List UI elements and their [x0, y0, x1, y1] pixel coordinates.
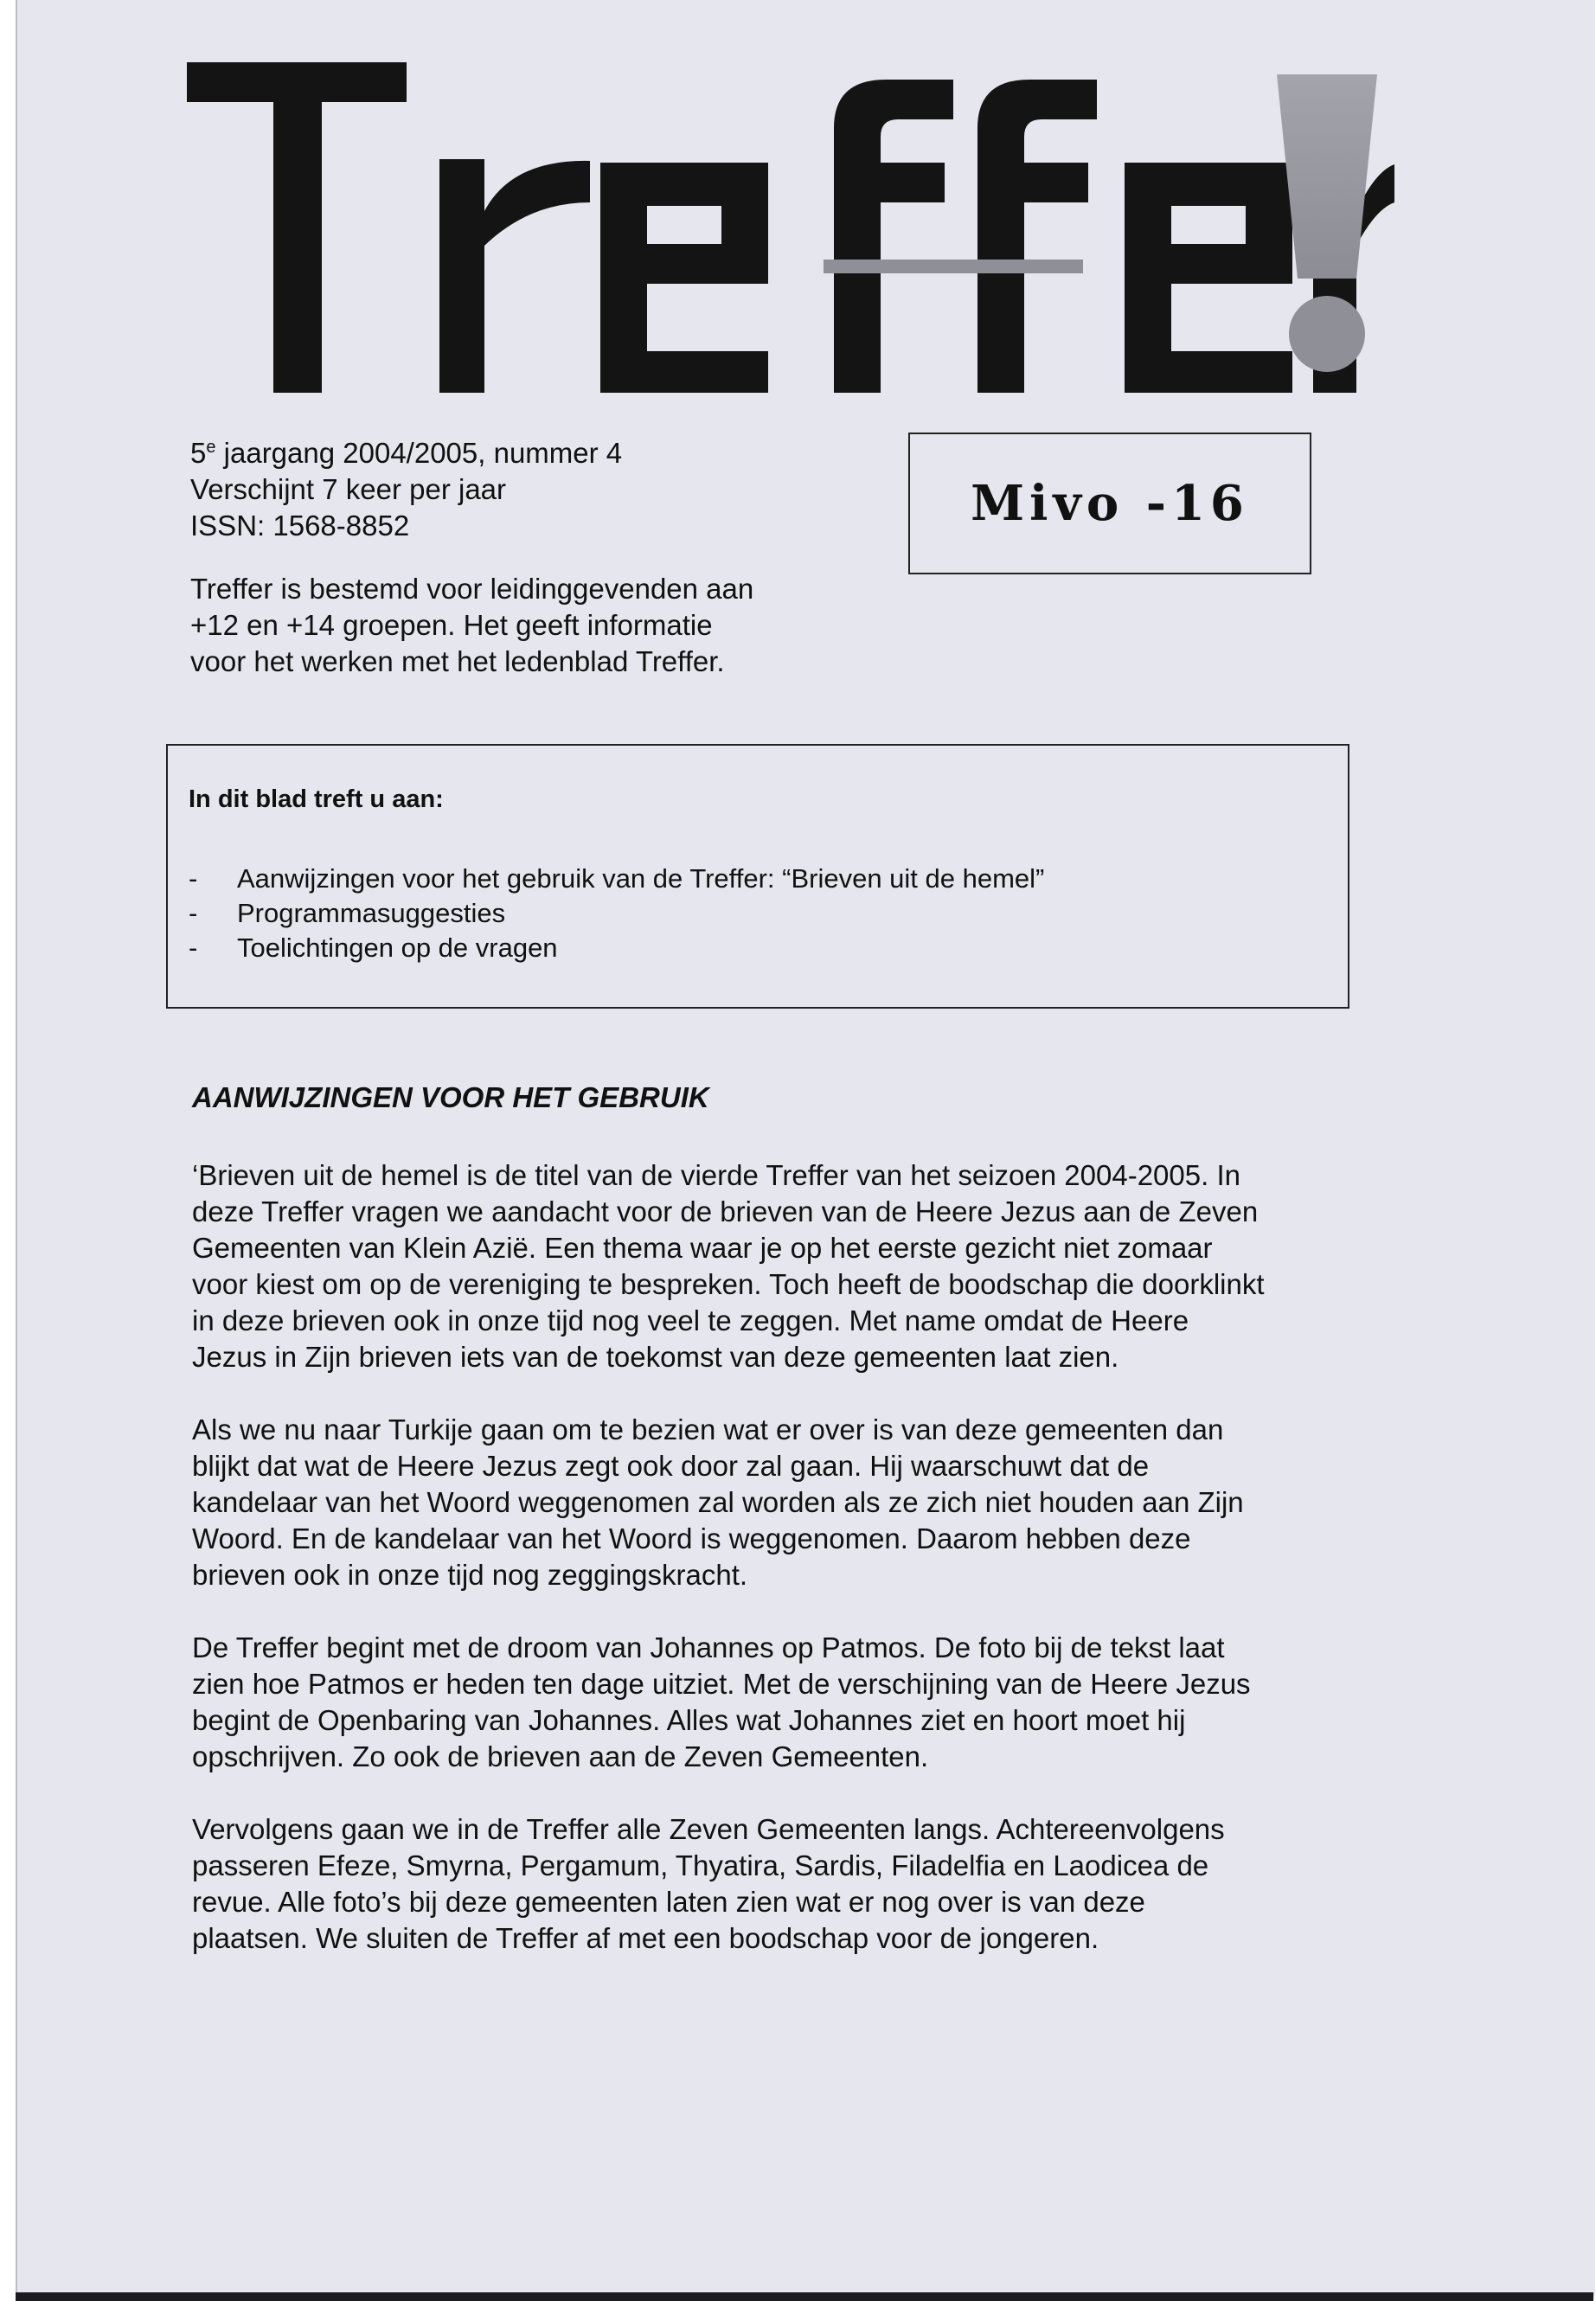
paragraph: Vervolgens gaan we in de Treffer alle Zeven Gemeenten langs. Achtereenvolgens passeren Efeze, Smyrna, Pergamum, Thyatira, Sardis, Filadelfia en Laodicea de revue. Alle foto’s bij deze gemeenten laten zien wat er nog over is van deze plaatsen. We sluiten de Treffer af met een boodschap voor de jongeren. — [192, 1813, 1225, 1954]
paragraph: Als we nu naar Turkije gaan om te bezien wat er over is van deze gemeenten dan blijkt dat wat de Heere Jezus zegt ook door zal gaan. Hij waarschuwt dat de kandelaar van het Woord weggenomen zal worden als ze zich niet houden aan Zijn Woord. En de kandelaar van het Woord is weggenomen. Daarom hebben deze brieven ook in onze tijd nog zeggingskracht. — [192, 1413, 1244, 1591]
paragraph: ‘Brieven uit de hemel is de titel van de vierde Treffer van het seizoen 2004-2005. In deze Treffer vragen we aandacht voor de brieven van de Heere Jezus aan de Zeven Gemeenten van Klein Azië. Een thema waar je op het eerste gezicht niet zomaar voor kiest om op de vereniging te bespreken. Toch heeft de boodschap die doorklinkt in deze brieven ook in onze tijd nog veel te zeggen. Met name omdat de Heere Jezus in Zijn brieven iets van de toekomst van deze gemeenten laat zien. — [192, 1159, 1265, 1373]
contents-heading: In dit blad treft u aan: — [189, 785, 444, 813]
issue-info — [190, 429, 882, 544]
scan-edge-strip — [16, 2292, 1593, 2301]
treffer-logo — [183, 33, 1394, 396]
exclamation-mark — [1273, 74, 1381, 377]
issn-line: ISSN: 1568-8852 — [190, 510, 410, 542]
list-item: - Toelichtingen op de vragen — [189, 933, 558, 963]
mivo-box — [908, 433, 1311, 574]
list-item: - Aanwijzingen voor het gebruik van de Treffer: “Brieven uit de hemel” — [189, 863, 1045, 894]
section-title: AANWIJZINGEN VOOR HET GEBRUIK — [192, 1081, 709, 1113]
audience-text: Treffer is bestemd voor leidinggevenden aan +12 en +14 groepen. Het geeft informatie voor het werken met het ledenblad Treffer. — [190, 573, 754, 677]
mivo-label: Mivo -16 — [971, 475, 1249, 532]
list-item: - Programmasuggesties — [189, 898, 506, 928]
paragraph: De Treffer begint met de droom van Johannes op Patmos. De foto bij de tekst laat zien hoe Patmos er heden ten dage uitziet. Met de verschijning van de Heere Jezus begint de Openbaring van Johannes. Alles wat Johannes ziet en hoort moet hij opschrijven. Zo ook de brieven aan de Zeven Gemeenten. — [192, 1631, 1251, 1772]
contents-box — [166, 744, 1349, 1009]
frequency-line: Verschijnt 7 keer per jaar — [190, 473, 507, 505]
treffer-logo-graphic — [183, 33, 1394, 396]
article-body — [192, 1157, 1403, 1993]
volume-line: 5e jaargang 2004/2005, nummer 4 — [190, 437, 623, 469]
contents-list — [189, 862, 1313, 965]
